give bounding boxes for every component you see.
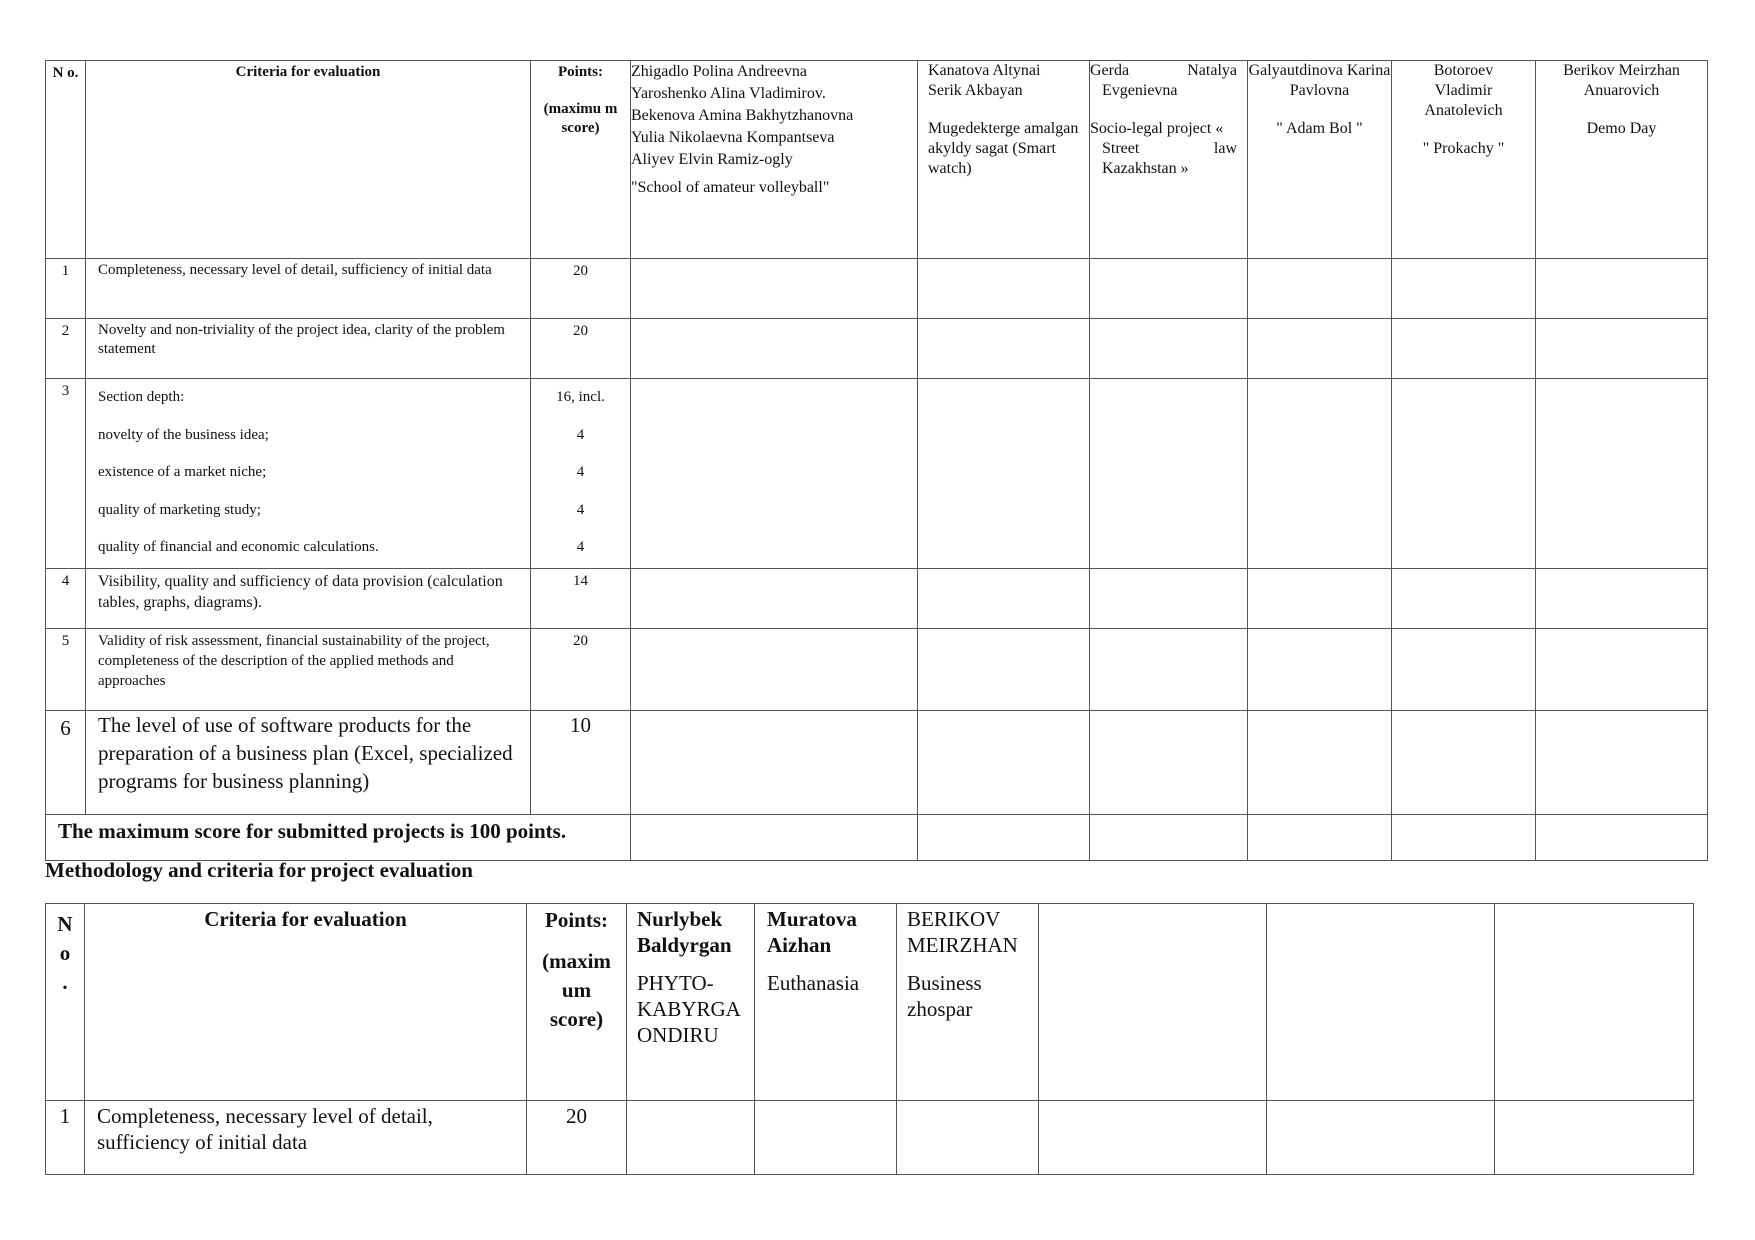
max-score-note: The maximum score for submitted projects is 100 points. — [46, 815, 631, 861]
score-cell[interactable] — [1090, 629, 1248, 711]
score-cell[interactable] — [1392, 629, 1536, 711]
table-row — [46, 711, 1708, 815]
score-cell[interactable] — [1248, 259, 1392, 319]
score-cell[interactable] — [1248, 319, 1392, 379]
score-cell[interactable] — [631, 815, 918, 861]
header-team-3: Gerda Natalya Evgenievna Socio-legal project « Street law Kazakhstan » — [1090, 61, 1248, 259]
score-cell[interactable] — [631, 379, 918, 569]
row-points: 10 — [531, 711, 631, 815]
score-cell[interactable] — [1392, 711, 1536, 815]
table-row — [46, 1101, 1694, 1175]
header-team-1 — [631, 61, 918, 259]
header-points: Points: (maxim um score) — [527, 904, 627, 1101]
row-points: 20 — [531, 319, 631, 379]
score-cell[interactable] — [1248, 569, 1392, 629]
section-title: Methodology and criteria for project evaluation — [45, 858, 473, 882]
row-points: 16, incl. 4 4 4 4 — [531, 379, 631, 569]
score-cell[interactable] — [1090, 711, 1248, 815]
score-cell[interactable] — [1536, 569, 1708, 629]
score-cell[interactable] — [1536, 629, 1708, 711]
row-points: 14 — [531, 569, 631, 629]
header-criteria: Criteria for evaluation — [85, 904, 527, 1101]
header-empty — [1267, 904, 1495, 1101]
table-header-row — [46, 61, 1708, 259]
score-cell[interactable] — [1392, 259, 1536, 319]
score-cell[interactable] — [918, 629, 1090, 711]
header-no: N o . — [46, 904, 85, 1101]
row-points: 20 — [531, 629, 631, 711]
score-cell[interactable] — [1392, 569, 1536, 629]
table-row — [46, 569, 1708, 629]
score-cell[interactable] — [1090, 569, 1248, 629]
header-team-5: Botoroev Vladimir Anatolevich " Prokachy " — [1392, 61, 1536, 259]
header-points: Points: (maximu m score) — [531, 61, 631, 259]
table-row — [46, 319, 1708, 379]
header-team-3: BERIKOV MEIRZHAN Business zhospar — [897, 904, 1039, 1101]
header-team-2: Muratova Aizhan Euthanasia — [755, 904, 897, 1101]
header-team-4: Galyautdinova Karina Pavlovna " Adam Bol " — [1248, 61, 1392, 259]
header-no: N o. — [46, 61, 86, 259]
score-cell[interactable] — [1090, 259, 1248, 319]
row-points: 20 — [531, 259, 631, 319]
score-cell[interactable] — [918, 711, 1090, 815]
score-cell[interactable] — [1248, 629, 1392, 711]
score-cell[interactable] — [918, 379, 1090, 569]
header-team-6: Berikov Meirzhan Anuarovich Demo Day — [1536, 61, 1708, 259]
score-cell[interactable] — [1495, 1101, 1694, 1175]
table-row — [46, 629, 1708, 711]
header-team-1: Nurlybek Baldyrgan PHYTO-KABYRGA ONDIRU — [627, 904, 755, 1101]
evaluation-table-2 — [45, 903, 1694, 1175]
row-number: 1 — [46, 259, 86, 319]
score-cell[interactable] — [1536, 319, 1708, 379]
row-criteria: Novelty and non-triviality of the project idea, clarity of the problem statement — [86, 319, 531, 379]
score-cell[interactable] — [918, 319, 1090, 379]
score-cell[interactable] — [631, 259, 918, 319]
table-row — [46, 259, 1708, 319]
header-criteria: Criteria for evaluation — [86, 61, 531, 259]
score-cell[interactable] — [1248, 711, 1392, 815]
score-cell[interactable] — [1090, 379, 1248, 569]
score-cell[interactable] — [1248, 815, 1392, 861]
score-cell[interactable] — [1039, 1101, 1267, 1175]
row-points: 20 — [527, 1101, 627, 1175]
row-criteria: Completeness, necessary level of detail, sufficiency of initial data — [86, 259, 531, 319]
table-footer-row — [46, 815, 1708, 861]
score-cell[interactable] — [918, 569, 1090, 629]
score-cell[interactable] — [1267, 1101, 1495, 1175]
row-criteria: Validity of risk assessment, financial sustainability of the project, completeness of the description of the applied methods and approaches — [86, 629, 531, 711]
score-cell[interactable] — [631, 711, 918, 815]
row-criteria: Visibility, quality and sufficiency of data provision (calculation tables, graphs, diagrams). — [86, 569, 531, 629]
header-empty — [1039, 904, 1267, 1101]
score-cell[interactable] — [897, 1101, 1039, 1175]
row-number: 2 — [46, 319, 86, 379]
table-header-row — [46, 904, 1694, 1101]
team1-member: Yaroshenko Alina Vladimirov. — [631, 85, 826, 102]
team1-member: Aliyev Elvin Ramiz-ogly — [631, 151, 793, 168]
score-cell[interactable] — [631, 629, 918, 711]
score-cell[interactable] — [1536, 711, 1708, 815]
table-row — [46, 379, 1708, 569]
score-cell[interactable] — [631, 569, 918, 629]
team1-project: "School of amateur volleyball" — [631, 179, 830, 196]
row-number: 1 — [46, 1101, 85, 1175]
evaluation-table-1 — [45, 60, 1708, 861]
row-criteria: The level of use of software products for the preparation of a business plan (Excel, specialized programs for business planning) — [86, 711, 531, 815]
header-team-2: Kanatova Altynai Serik Akbayan Mugedekterge amalgan akyldy sagat (Smart watch) — [918, 61, 1090, 259]
score-cell[interactable] — [918, 815, 1090, 861]
header-empty — [1495, 904, 1694, 1101]
score-cell[interactable] — [1248, 379, 1392, 569]
score-cell[interactable] — [1536, 815, 1708, 861]
row-number: 3 — [46, 379, 86, 569]
score-cell[interactable] — [1536, 379, 1708, 569]
score-cell[interactable] — [1392, 379, 1536, 569]
score-cell[interactable] — [627, 1101, 755, 1175]
team1-member: Zhigadlo Polina Andreevna — [631, 63, 807, 80]
row-number: 4 — [46, 569, 86, 629]
score-cell[interactable] — [918, 259, 1090, 319]
score-cell[interactable] — [755, 1101, 897, 1175]
score-cell[interactable] — [1090, 319, 1248, 379]
score-cell[interactable] — [1090, 815, 1248, 861]
row-number: 5 — [46, 629, 86, 711]
score-cell[interactable] — [1392, 319, 1536, 379]
team1-member: Bekenova Amina Bakhytzhanovna — [631, 107, 854, 124]
score-cell[interactable] — [1392, 815, 1536, 861]
score-cell[interactable] — [631, 319, 918, 379]
row-criteria: Section depth: novelty of the business idea; existence of a market niche; quality of marketing study; quality of financial and economic calculations. — [86, 379, 531, 569]
row-criteria: Completeness, necessary level of detail, sufficiency of initial data — [85, 1101, 527, 1175]
team1-member: Yulia Nikolaevna Kompantseva — [631, 129, 835, 146]
score-cell[interactable] — [1536, 259, 1708, 319]
row-number: 6 — [46, 711, 86, 815]
